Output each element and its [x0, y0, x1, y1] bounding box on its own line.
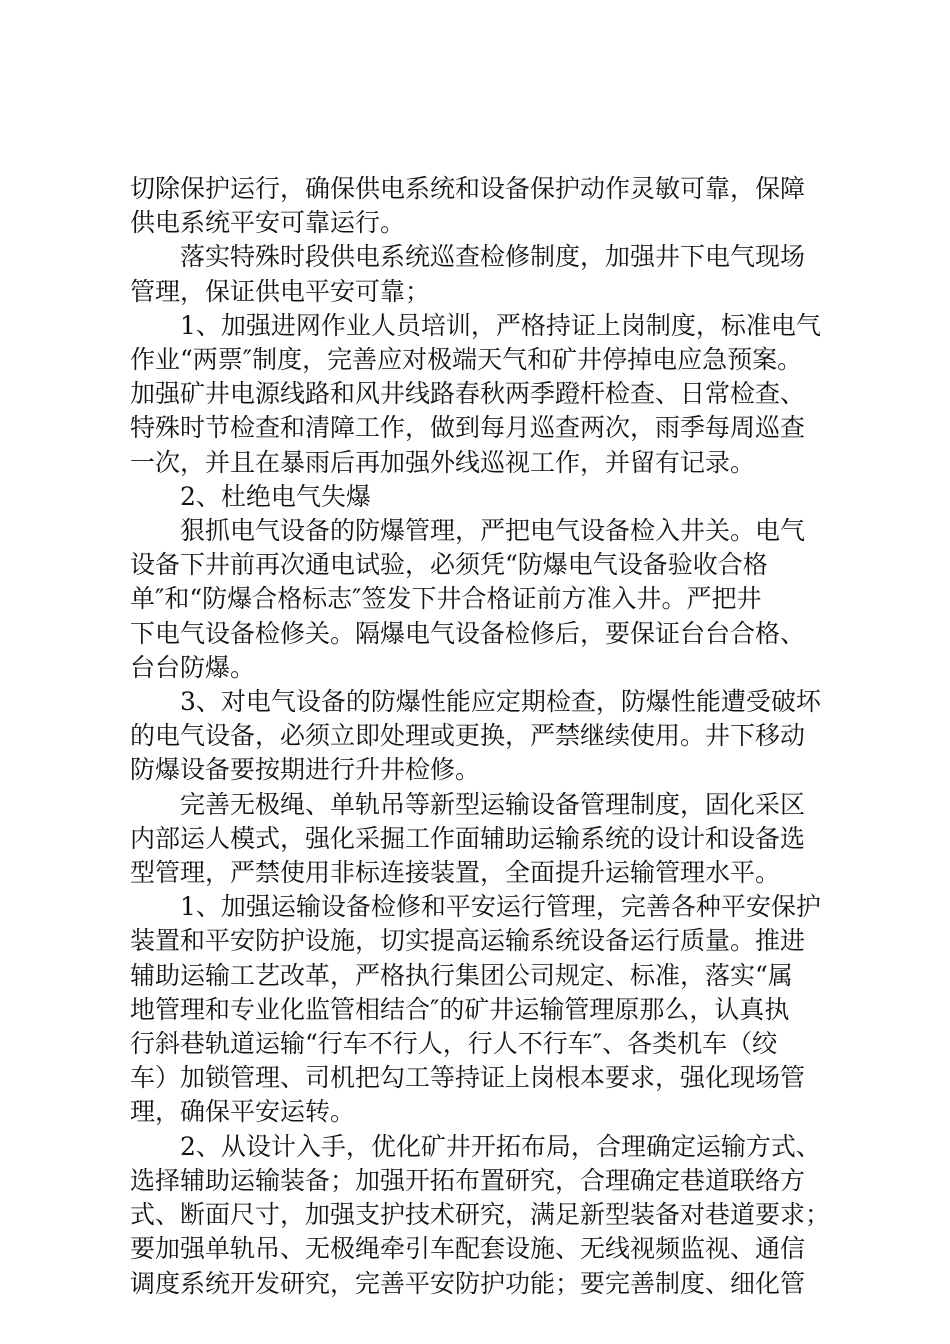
text-line: 车）加锁管理、司机把勾工等持证上岗根本要求，强化现场管 — [130, 1063, 806, 1093]
text-line: 1、加强进网作业人员培训，严格持证上岗制度，标准电气 — [180, 310, 821, 340]
text-line: 防爆设备要按期进行升井检修。 — [130, 755, 481, 785]
text-line: 设备下井前再次通电试验，必须凭“防爆电气设备验收合格 — [130, 550, 768, 580]
text-line: 要加强单轨吊、无极绳牵引车配套设施、无线视频监视、通信 — [130, 1234, 806, 1264]
text-line: 行斜巷轨道运输“行车不行人，行人不行车″、各类机车（绞 — [130, 1029, 778, 1059]
text-line: 调度系统开发研究，完善平安防护功能；要完善制度、细化管 — [130, 1268, 806, 1298]
text-line: 单″和“防爆合格标志″签发下井合格证前方准入井。严把井 — [130, 584, 762, 614]
text-line: 装置和平安防护设施，切实提高运输系统设备运行质量。推进 — [130, 926, 806, 956]
text-line: 作业“两票″制度，完善应对极端天气和矿井停掉电应急预案。 — [130, 345, 803, 375]
text-line: 2、杜绝电气失爆 — [180, 481, 371, 511]
text-line: 切除保护运行，确保供电系统和设备保护动作灵敏可靠，保障 — [130, 174, 806, 203]
text-line: 狠抓电气设备的防爆管理，严把电气设备检入井关。电气 — [180, 516, 806, 546]
text-line: 3、对电气设备的防爆性能应定期检查，防爆性能遭受破坏 — [180, 687, 821, 717]
text-line: 辅助运输工艺改革，严格执行集团公司规定、标准，落实“属 — [130, 960, 793, 990]
text-line: 完善无极绳、单轨吊等新型运输设备管理制度，固化采区 — [180, 789, 806, 819]
text-line: 加强矿井电源线路和风井线路春秋两季蹬杆检查、日常检查、 — [130, 379, 806, 409]
text-line: 2、从设计入手，优化矿井开拓布局，合理确定运输方式、 — [180, 1131, 821, 1161]
text-line: 特殊时节检查和清障工作，做到每月巡查两次，雨季每周巡查 — [130, 413, 806, 443]
text-line: 一次，并且在暴雨后再加强外线巡视工作，并留有记录。 — [130, 447, 756, 477]
text-line: 落实特殊时段供电系统巡查检修制度，加强井下电气现场 — [180, 242, 806, 272]
text-line: 台台防爆。 — [130, 652, 256, 682]
text-line: 供电系统平安可靠运行。 — [130, 208, 406, 238]
text-line: 内部运人模式，强化采掘工作面辅助运输系统的设计和设备选 — [130, 823, 806, 853]
text-line: 的电气设备，必须立即处理或更换，严禁继续使用。井下移动 — [130, 721, 806, 751]
text-line: 管理，保证供电平安可靠； — [130, 276, 431, 306]
document-body — [130, 172, 830, 1301]
text-line: 选择辅助运输装备；加强开拓布置研究，合理确定巷道联络方 — [130, 1165, 806, 1195]
text-line: 1、加强运输设备检修和平安运行管理，完善各种平安保护 — [180, 892, 821, 922]
text-line: 下电气设备检修关。隔爆电气设备检修后，要保证台台合格、 — [130, 618, 806, 648]
text-line: 型管理，严禁使用非标连接装置，全面提升运输管理水平。 — [130, 858, 781, 888]
text-line: 式、断面尺寸，加强支护技术研究，满足新型装备对巷道要求； — [130, 1200, 831, 1230]
text-line: 地管理和专业化监管相结合″的矿井运输管理原那么，认真执 — [130, 994, 790, 1024]
text-line: 理，确保平安运转。 — [130, 1097, 356, 1127]
